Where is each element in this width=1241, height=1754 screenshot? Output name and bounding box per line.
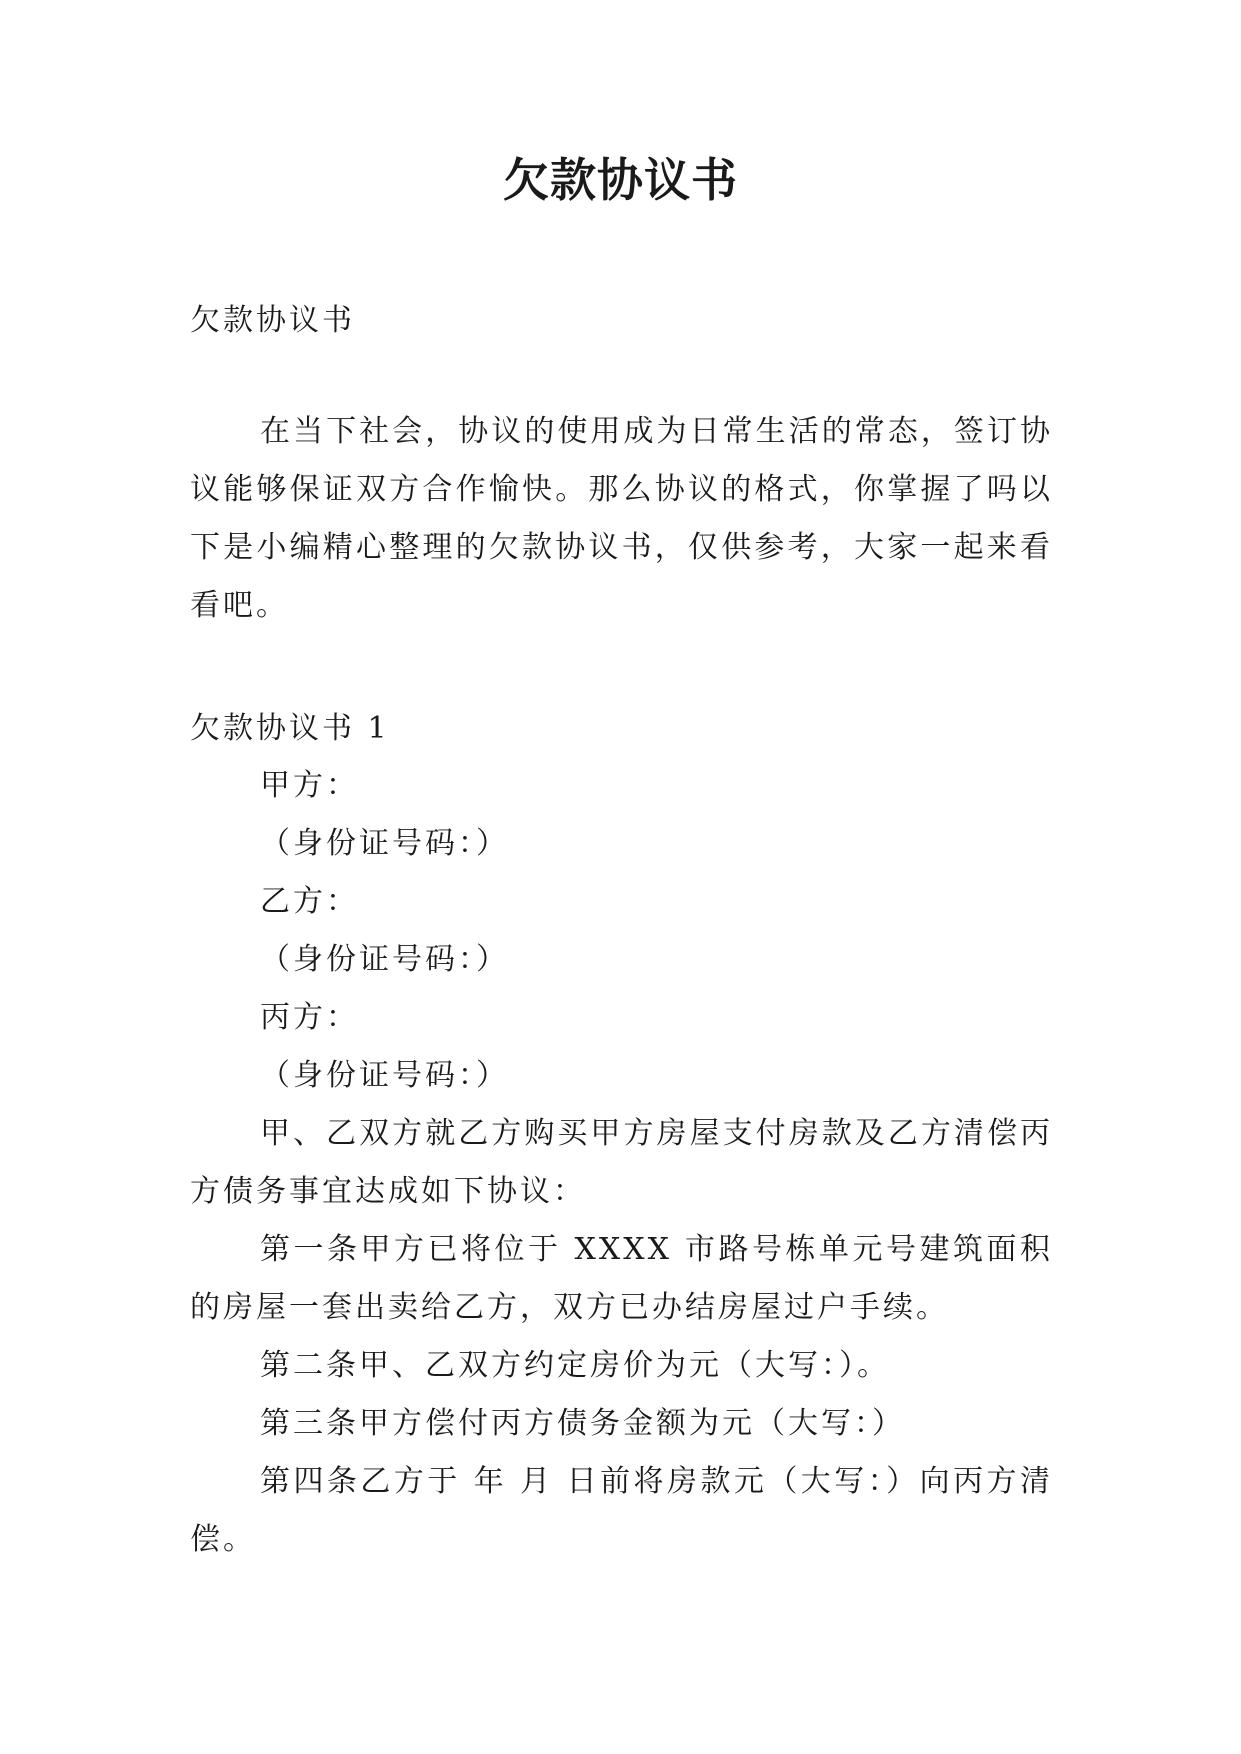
clause-3: 第三条甲方偿付丙方债务金额为元（大写：） bbox=[260, 1406, 905, 1441]
party-b-line: 乙方： bbox=[260, 884, 359, 919]
party-a-id-line: （身份证号码：） bbox=[260, 826, 509, 861]
party-c-line: 丙方： bbox=[260, 1000, 359, 1035]
intro-paragraph: 在当下社会，协议的使用成为日常生活的常态，签订协议能够保证双方合作愉快。那么协议的格式，你掌握了吗以下是小编精心整理的欠款协议书，仅供参考，大家一起来看看吧。 bbox=[190, 414, 1053, 623]
clause-2: 第二条甲、乙双方约定房价为元（大写：）。 bbox=[260, 1348, 890, 1383]
section-title: 欠款协议书 1 bbox=[190, 711, 390, 746]
document-subtitle: 欠款协议书 bbox=[190, 303, 355, 338]
party-a-line: 甲方： bbox=[260, 768, 359, 803]
party-b-id-line: （身份证号码：） bbox=[260, 942, 509, 977]
document-title: 欠款协议书 bbox=[503, 153, 738, 207]
party-c-id-line: （身份证号码：） bbox=[260, 1058, 509, 1093]
clause-1: 第一条甲方已将位于 XXXX 市路号栋单元号建筑面积的房屋一套出卖给乙方，双方已办结房屋过户手续。 bbox=[190, 1232, 1053, 1325]
clauses-list bbox=[190, 757, 1053, 1569]
clause-4: 第四条乙方于 年 月 日前将房款元（大写：）向丙方清偿。 bbox=[190, 1464, 1053, 1557]
agreement-preamble: 甲、乙双方就乙方购买甲方房屋支付房款及乙方清偿丙方债务事宜达成如下协议： bbox=[190, 1116, 1053, 1209]
